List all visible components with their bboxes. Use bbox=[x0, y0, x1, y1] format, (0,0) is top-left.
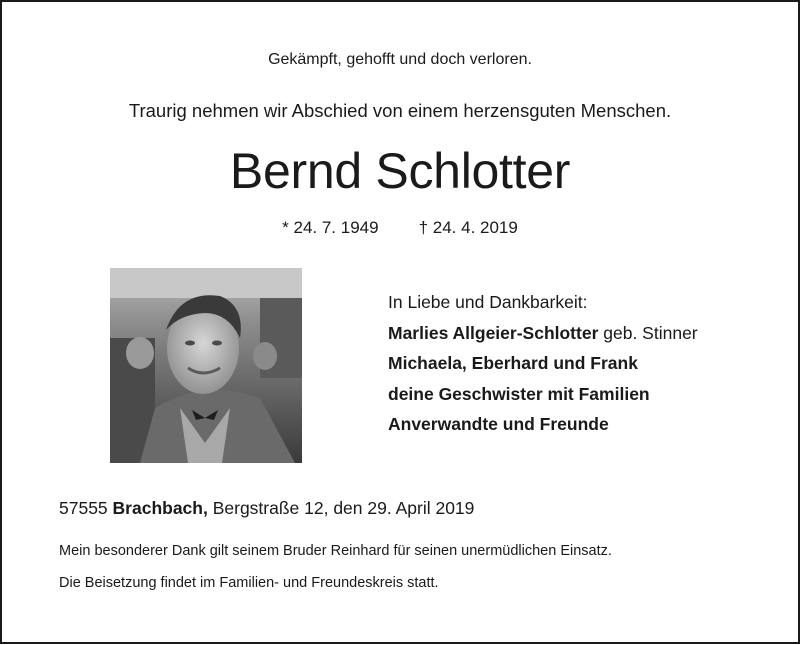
spouse-name: Marlies Allgeier-Schlotter bbox=[388, 322, 599, 343]
life-dates bbox=[0, 218, 800, 238]
intro-line: Traurig nehmen wir Abschied von einem herzensguten Menschen. bbox=[128, 100, 672, 121]
address-city: Brachbach, bbox=[112, 498, 208, 518]
address-zip: 57555 bbox=[59, 498, 113, 518]
mourner-siblings: deine Geschwister mit Familien bbox=[388, 383, 650, 404]
mourner-spouse bbox=[388, 318, 698, 349]
mourners-heading: In Liebe und Dankbarkeit: bbox=[388, 292, 588, 312]
deceased-name: Bernd Schlotter bbox=[229, 143, 571, 199]
address-line bbox=[59, 498, 474, 519]
portrait-photo bbox=[110, 268, 302, 463]
death-date: † 24. 4. 2019 bbox=[418, 218, 518, 237]
address-street-date: Bergstraße 12, den 29. April 2019 bbox=[207, 498, 475, 518]
birth-date: * 24. 7. 1949 bbox=[282, 218, 379, 237]
motto: Gekämpft, gehofft und doch verloren. bbox=[268, 51, 532, 68]
mourner-children: Michaela, Eberhard und Frank bbox=[388, 353, 638, 373]
burial-note: Die Beisetzung findet im Familien- und Freundeskreis statt. bbox=[59, 575, 439, 591]
mourners-list bbox=[388, 287, 698, 440]
spouse-birth-name: geb. Stinner bbox=[598, 322, 698, 343]
mourner-relatives: Anverwandte und Freunde bbox=[388, 414, 609, 434]
thanks-note: Mein besonderer Dank gilt seinem Bruder Reinhard für seinen unermüdlichen Einsatz. bbox=[59, 543, 612, 559]
